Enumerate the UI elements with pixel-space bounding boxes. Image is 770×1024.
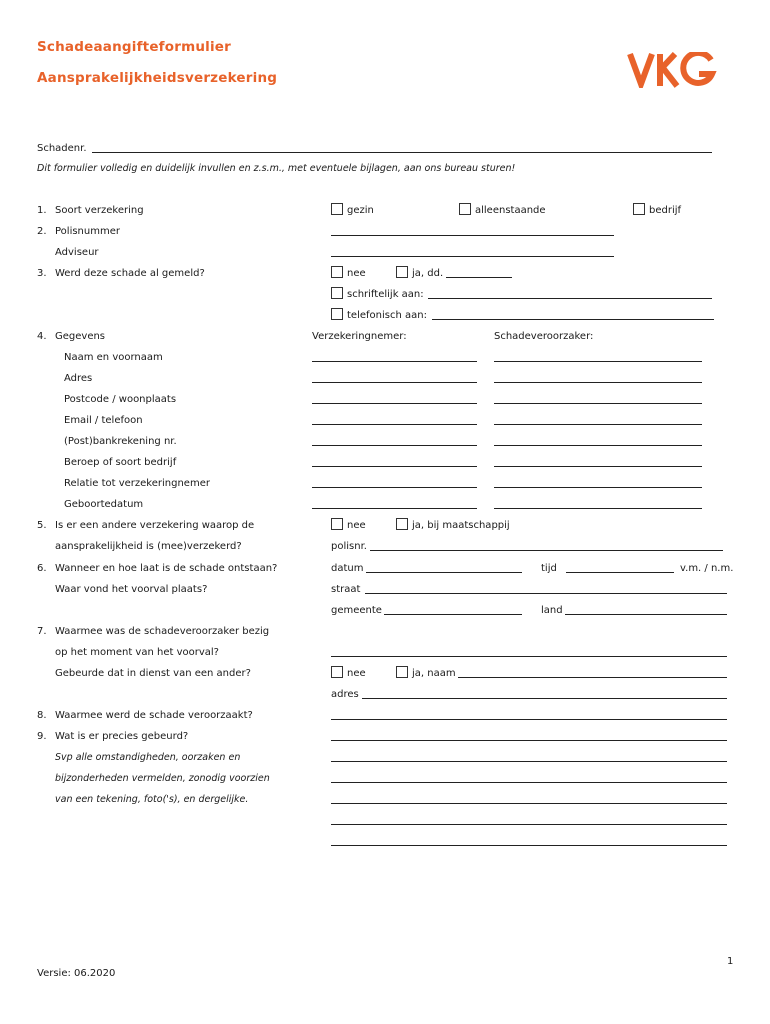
dienst-adres-label: adres [331,689,359,700]
bank-veroorzaker-field[interactable] [494,445,702,446]
tijd-field[interactable] [566,572,674,573]
q4-label: Gegevens [55,331,106,342]
gemeld-datum-field[interactable] [446,277,512,278]
straat-field[interactable] [365,593,727,594]
q7-label-line2: op het moment van het voorval? [55,647,219,658]
option-bedrijf: bedrijf [649,205,682,216]
option-dienst-nee: nee [347,668,366,679]
q7-label-line3: Gebeurde dat in dienst van een ander? [55,668,251,679]
q9-number: 9. [37,731,47,742]
option-gemeld-ja: ja, dd. [412,268,444,279]
row-label-relatie: Relatie tot verzekeringnemer [64,478,210,489]
q9-label: Wat is er precies gebeurd? [55,731,189,742]
dienst-adres-field[interactable] [362,698,727,699]
q5-label-line2: aansprakelijkheid is (mee)verzekerd? [55,541,242,552]
row-label-beroep: Beroep of soort bedrijf [64,457,177,468]
checkbox-schriftelijk[interactable] [331,287,343,299]
q6-number: 6. [37,563,47,574]
q5-number: 5. [37,520,47,531]
gebeurd-line[interactable] [331,845,727,846]
col-schadeveroorzaker: Schadeveroorzaker: [494,331,594,342]
veroorzaakt-field[interactable] [331,719,727,720]
relatie-nemer-field[interactable] [312,487,477,488]
row-label-geboortedatum: Geboortedatum [64,499,144,510]
q4-number: 4. [37,331,47,342]
gebeurd-line[interactable] [331,782,727,783]
option-andere-ja: ja, bij maatschappij [412,520,510,531]
schadenr-label: Schadenr. [37,143,87,154]
vm-nm-label: v.m. / n.m. [680,563,734,574]
option-andere-nee: nee [347,520,366,531]
q2-label: Polisnummer [55,226,120,237]
q9-note-line2: bijzonderheden vermelden, zonodig voorzien [55,773,270,784]
q2-number: 2. [37,226,47,237]
gemeente-label: gemeente [331,605,382,616]
naam-veroorzaker-field[interactable] [494,361,702,362]
q9-note-line3: van een tekening, foto('s), en dergelijke. [55,794,249,805]
q9-note-line1: Svp alle omstandigheden, oorzaken en [55,752,241,763]
vkg-logo [627,52,717,88]
q6-label-line2: Waar vond het voorval plaats? [55,584,208,595]
bezig-field[interactable] [331,656,727,657]
option-alleenstaande: alleenstaande [475,205,546,216]
telefonisch-field[interactable] [432,319,714,320]
postcode-veroorzaker-field[interactable] [494,403,702,404]
q8-label: Waarmee werd de schade veroorzaakt? [55,710,253,721]
gebeurd-line[interactable] [331,761,727,762]
q1-label: Soort verzekering [55,205,144,216]
land-field[interactable] [565,614,727,615]
option-telefonisch: telefonisch aan: [347,310,427,321]
q3-number: 3. [37,268,47,279]
option-dienst-ja: ja, naam [412,668,456,679]
adviseur-label: Adviseur [55,247,99,258]
adres-nemer-field[interactable] [312,382,477,383]
gebeurd-line[interactable] [331,803,727,804]
bank-nemer-field[interactable] [312,445,477,446]
gemeente-field[interactable] [384,614,522,615]
datum-label: datum [331,563,364,574]
q6-label-line1: Wanneer en hoe laat is de schade ontstaan? [55,563,278,574]
row-label-email: Email / telefoon [64,415,143,426]
option-schriftelijk: schriftelijk aan: [347,289,424,300]
checkbox-dienst-ja[interactable] [396,666,408,678]
instruction-text: Dit formulier volledig en duidelijk invullen en z.s.m., met eventuele bijlagen, aan ons bureau sturen! [37,163,516,174]
col-verzekeringnemer: Verzekeringnemer: [312,331,407,342]
land-label: land [541,605,563,616]
checkbox-gemeld-nee[interactable] [331,266,343,278]
checkbox-gemeld-ja[interactable] [396,266,408,278]
q7-number: 7. [37,626,47,637]
option-gemeld-nee: nee [347,268,366,279]
tijd-label: tijd [541,563,557,574]
form-title: Schadeaangifteformulier [37,39,232,55]
relatie-veroorzaker-field[interactable] [494,487,702,488]
geboortedatum-veroorzaker-field[interactable] [494,508,702,509]
checkbox-dienst-nee[interactable] [331,666,343,678]
schadenr-field[interactable] [92,152,712,153]
checkbox-gezin[interactable] [331,203,343,215]
polisnummer-field[interactable] [331,235,614,236]
checkbox-telefonisch[interactable] [331,308,343,320]
adviseur-field[interactable] [331,256,614,257]
postcode-nemer-field[interactable] [312,403,477,404]
page-number: 1 [727,956,734,967]
row-label-naam: Naam en voornaam [64,352,163,363]
straat-label: straat [331,584,361,595]
checkbox-bedrijf[interactable] [633,203,645,215]
geboortedatum-nemer-field[interactable] [312,508,477,509]
q7-label-line1: Waarmee was de schadeveroorzaker bezig [55,626,270,637]
row-label-postcode: Postcode / woonplaats [64,394,177,405]
checkbox-andere-nee[interactable] [331,518,343,530]
version-label: Versie: 06.2020 [37,968,116,979]
row-label-bankrekening: (Post)bankrekening nr. [64,436,177,447]
polisnr-label: polisnr. [331,541,367,552]
q5-label-line1: Is er een andere verzekering waarop de [55,520,255,531]
form-subtitle: Aansprakelijkheidsverzekering [37,70,278,86]
email-nemer-field[interactable] [312,424,477,425]
gebeurd-line[interactable] [331,740,727,741]
checkbox-andere-ja[interactable] [396,518,408,530]
q8-number: 8. [37,710,47,721]
q3-label: Werd deze schade al gemeld? [55,268,205,279]
q1-number: 1. [37,205,47,216]
datum-field[interactable] [366,572,522,573]
checkbox-alleenstaande[interactable] [459,203,471,215]
email-veroorzaker-field[interactable] [494,424,702,425]
gebeurd-line[interactable] [331,824,727,825]
beroep-veroorzaker-field[interactable] [494,466,702,467]
dienst-naam-field[interactable] [458,677,727,678]
adres-veroorzaker-field[interactable] [494,382,702,383]
beroep-nemer-field[interactable] [312,466,477,467]
naam-nemer-field[interactable] [312,361,477,362]
row-label-adres: Adres [64,373,93,384]
schriftelijk-field[interactable] [428,298,712,299]
polisnr-field[interactable] [370,550,723,551]
option-gezin: gezin [347,205,374,216]
